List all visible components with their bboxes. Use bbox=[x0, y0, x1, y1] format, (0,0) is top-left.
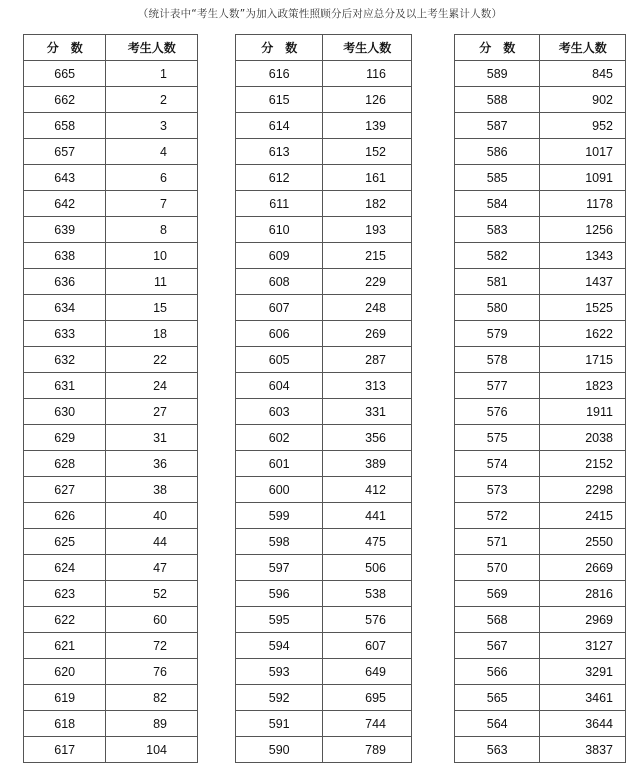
count-cell: 789 bbox=[323, 737, 412, 763]
count-cell: 47 bbox=[106, 555, 198, 581]
count-cell: 182 bbox=[323, 191, 412, 217]
table-row bbox=[236, 269, 412, 295]
table-header-row bbox=[455, 35, 626, 61]
score-cell: 618 bbox=[24, 711, 106, 737]
table-row bbox=[455, 451, 626, 477]
count-cell: 72 bbox=[106, 633, 198, 659]
count-cell: 744 bbox=[323, 711, 412, 737]
count-cell: 475 bbox=[323, 529, 412, 555]
count-cell: 31 bbox=[106, 425, 198, 451]
count-cell: 1437 bbox=[540, 269, 626, 295]
score-cell: 602 bbox=[236, 425, 323, 451]
table-row bbox=[236, 243, 412, 269]
score-cell: 596 bbox=[236, 581, 323, 607]
score-cell: 601 bbox=[236, 451, 323, 477]
table-row bbox=[24, 555, 198, 581]
table-row bbox=[24, 607, 198, 633]
table-row bbox=[236, 87, 412, 113]
table-row bbox=[24, 347, 198, 373]
table-row bbox=[455, 217, 626, 243]
count-cell: 6 bbox=[106, 165, 198, 191]
score-table-2 bbox=[235, 34, 412, 763]
count-cell: 576 bbox=[323, 607, 412, 633]
table-row bbox=[24, 529, 198, 555]
score-cell: 591 bbox=[236, 711, 323, 737]
table-row bbox=[236, 139, 412, 165]
score-cell: 582 bbox=[455, 243, 540, 269]
count-cell: 1343 bbox=[540, 243, 626, 269]
table-row bbox=[236, 347, 412, 373]
count-cell: 44 bbox=[106, 529, 198, 555]
count-cell: 1911 bbox=[540, 399, 626, 425]
count-cell: 2038 bbox=[540, 425, 626, 451]
score-cell: 624 bbox=[24, 555, 106, 581]
count-cell: 441 bbox=[323, 503, 412, 529]
score-cell: 636 bbox=[24, 269, 106, 295]
table-row bbox=[236, 659, 412, 685]
count-cell: 7 bbox=[106, 191, 198, 217]
score-cell: 576 bbox=[455, 399, 540, 425]
score-cell: 597 bbox=[236, 555, 323, 581]
table-row bbox=[24, 191, 198, 217]
score-cell: 657 bbox=[24, 139, 106, 165]
table-row bbox=[236, 633, 412, 659]
table-row bbox=[24, 165, 198, 191]
score-cell: 662 bbox=[24, 87, 106, 113]
score-cell: 639 bbox=[24, 217, 106, 243]
score-cell: 609 bbox=[236, 243, 323, 269]
table-row bbox=[24, 633, 198, 659]
table-row bbox=[236, 425, 412, 451]
table-row bbox=[24, 581, 198, 607]
count-cell: 104 bbox=[106, 737, 198, 763]
header-count: 考生人数 bbox=[323, 35, 412, 61]
count-cell: 2 bbox=[106, 87, 198, 113]
count-cell: 15 bbox=[106, 295, 198, 321]
count-cell: 10 bbox=[106, 243, 198, 269]
table-row bbox=[24, 477, 198, 503]
table-row bbox=[455, 529, 626, 555]
score-cell: 603 bbox=[236, 399, 323, 425]
table-header-row bbox=[236, 35, 412, 61]
count-cell: 2152 bbox=[540, 451, 626, 477]
table-row bbox=[236, 399, 412, 425]
table-row bbox=[236, 737, 412, 763]
table-row bbox=[24, 243, 198, 269]
score-cell: 585 bbox=[455, 165, 540, 191]
count-cell: 1622 bbox=[540, 321, 626, 347]
count-cell: 313 bbox=[323, 373, 412, 399]
count-cell: 40 bbox=[106, 503, 198, 529]
count-cell: 38 bbox=[106, 477, 198, 503]
table-note: （统计表中“考生人数”为加入政策性照顾分后对应总分及以上考生累计人数） bbox=[137, 8, 503, 20]
table-row bbox=[236, 61, 412, 87]
header-score: 分 数 bbox=[455, 35, 540, 61]
count-cell: 695 bbox=[323, 685, 412, 711]
score-cell: 621 bbox=[24, 633, 106, 659]
score-cell: 615 bbox=[236, 87, 323, 113]
count-cell: 126 bbox=[323, 87, 412, 113]
table-row bbox=[455, 347, 626, 373]
count-cell: 1 bbox=[106, 61, 198, 87]
table-row bbox=[455, 269, 626, 295]
count-cell: 3127 bbox=[540, 633, 626, 659]
score-cell: 620 bbox=[24, 659, 106, 685]
score-cell: 580 bbox=[455, 295, 540, 321]
table-row bbox=[236, 607, 412, 633]
table-row bbox=[455, 321, 626, 347]
count-cell: 3644 bbox=[540, 711, 626, 737]
score-cell: 564 bbox=[455, 711, 540, 737]
table-row bbox=[455, 165, 626, 191]
score-cell: 568 bbox=[455, 607, 540, 633]
count-cell: 18 bbox=[106, 321, 198, 347]
score-cell: 619 bbox=[24, 685, 106, 711]
count-cell: 287 bbox=[323, 347, 412, 373]
score-cell: 642 bbox=[24, 191, 106, 217]
table-row bbox=[24, 451, 198, 477]
table-row bbox=[236, 217, 412, 243]
count-cell: 24 bbox=[106, 373, 198, 399]
score-cell: 631 bbox=[24, 373, 106, 399]
table-row bbox=[455, 243, 626, 269]
table-row bbox=[24, 659, 198, 685]
count-cell: 82 bbox=[106, 685, 198, 711]
count-cell: 1017 bbox=[540, 139, 626, 165]
score-cell: 565 bbox=[455, 685, 540, 711]
header-count: 考生人数 bbox=[106, 35, 198, 61]
score-cell: 627 bbox=[24, 477, 106, 503]
count-cell: 952 bbox=[540, 113, 626, 139]
count-cell: 60 bbox=[106, 607, 198, 633]
table-row bbox=[24, 685, 198, 711]
table-row bbox=[24, 321, 198, 347]
count-cell: 152 bbox=[323, 139, 412, 165]
table-row bbox=[455, 295, 626, 321]
score-cell: 633 bbox=[24, 321, 106, 347]
count-cell: 76 bbox=[106, 659, 198, 685]
table-row bbox=[236, 165, 412, 191]
score-cell: 570 bbox=[455, 555, 540, 581]
score-cell: 630 bbox=[24, 399, 106, 425]
count-cell: 3 bbox=[106, 113, 198, 139]
count-cell: 2969 bbox=[540, 607, 626, 633]
score-cell: 658 bbox=[24, 113, 106, 139]
score-cell: 617 bbox=[24, 737, 106, 763]
count-cell: 1256 bbox=[540, 217, 626, 243]
score-tables bbox=[0, 34, 640, 774]
score-cell: 607 bbox=[236, 295, 323, 321]
count-cell: 11 bbox=[106, 269, 198, 295]
score-cell: 606 bbox=[236, 321, 323, 347]
score-cell: 583 bbox=[455, 217, 540, 243]
score-cell: 623 bbox=[24, 581, 106, 607]
count-cell: 607 bbox=[323, 633, 412, 659]
count-cell: 36 bbox=[106, 451, 198, 477]
table-row bbox=[236, 113, 412, 139]
table-row bbox=[24, 87, 198, 113]
score-cell: 616 bbox=[236, 61, 323, 87]
table-row bbox=[236, 321, 412, 347]
count-cell: 506 bbox=[323, 555, 412, 581]
score-cell: 595 bbox=[236, 607, 323, 633]
score-cell: 590 bbox=[236, 737, 323, 763]
count-cell: 52 bbox=[106, 581, 198, 607]
table-row bbox=[455, 61, 626, 87]
score-cell: 573 bbox=[455, 477, 540, 503]
table-row bbox=[455, 685, 626, 711]
score-cell: 632 bbox=[24, 347, 106, 373]
count-cell: 3837 bbox=[540, 737, 626, 763]
score-cell: 608 bbox=[236, 269, 323, 295]
count-cell: 139 bbox=[323, 113, 412, 139]
score-cell: 605 bbox=[236, 347, 323, 373]
table-row bbox=[24, 113, 198, 139]
table-row bbox=[236, 373, 412, 399]
count-cell: 193 bbox=[323, 217, 412, 243]
count-cell: 1091 bbox=[540, 165, 626, 191]
score-cell: 600 bbox=[236, 477, 323, 503]
table-row bbox=[24, 711, 198, 737]
table-row bbox=[455, 477, 626, 503]
header-count: 考生人数 bbox=[540, 35, 626, 61]
table-row bbox=[455, 425, 626, 451]
score-cell: 599 bbox=[236, 503, 323, 529]
score-cell: 566 bbox=[455, 659, 540, 685]
count-cell: 3291 bbox=[540, 659, 626, 685]
table-header-row bbox=[24, 35, 198, 61]
table-row bbox=[455, 659, 626, 685]
table-row bbox=[455, 711, 626, 737]
count-cell: 89 bbox=[106, 711, 198, 737]
count-cell: 2550 bbox=[540, 529, 626, 555]
score-cell: 638 bbox=[24, 243, 106, 269]
score-cell: 629 bbox=[24, 425, 106, 451]
table-row bbox=[24, 425, 198, 451]
table-row bbox=[455, 191, 626, 217]
table-row bbox=[455, 373, 626, 399]
count-cell: 1823 bbox=[540, 373, 626, 399]
count-cell: 248 bbox=[323, 295, 412, 321]
count-cell: 269 bbox=[323, 321, 412, 347]
table-row bbox=[24, 399, 198, 425]
count-cell: 845 bbox=[540, 61, 626, 87]
count-cell: 22 bbox=[106, 347, 198, 373]
score-cell: 643 bbox=[24, 165, 106, 191]
table-row bbox=[236, 477, 412, 503]
score-cell: 569 bbox=[455, 581, 540, 607]
table-row bbox=[236, 451, 412, 477]
table-row bbox=[455, 503, 626, 529]
score-cell: 577 bbox=[455, 373, 540, 399]
score-cell: 584 bbox=[455, 191, 540, 217]
table-row bbox=[24, 737, 198, 763]
count-cell: 1715 bbox=[540, 347, 626, 373]
table-row bbox=[236, 503, 412, 529]
header-score: 分 数 bbox=[24, 35, 106, 61]
table-row bbox=[24, 503, 198, 529]
count-cell: 116 bbox=[323, 61, 412, 87]
count-cell: 902 bbox=[540, 87, 626, 113]
count-cell: 356 bbox=[323, 425, 412, 451]
table-row bbox=[24, 373, 198, 399]
score-cell: 610 bbox=[236, 217, 323, 243]
count-cell: 4 bbox=[106, 139, 198, 165]
score-cell: 612 bbox=[236, 165, 323, 191]
count-cell: 2669 bbox=[540, 555, 626, 581]
score-cell: 622 bbox=[24, 607, 106, 633]
score-cell: 665 bbox=[24, 61, 106, 87]
table-row bbox=[236, 295, 412, 321]
table-row bbox=[455, 87, 626, 113]
table-row bbox=[455, 581, 626, 607]
score-cell: 594 bbox=[236, 633, 323, 659]
score-cell: 587 bbox=[455, 113, 540, 139]
count-cell: 2415 bbox=[540, 503, 626, 529]
score-cell: 563 bbox=[455, 737, 540, 763]
score-cell: 567 bbox=[455, 633, 540, 659]
table-row bbox=[455, 633, 626, 659]
score-cell: 598 bbox=[236, 529, 323, 555]
table-row bbox=[236, 581, 412, 607]
count-cell: 331 bbox=[323, 399, 412, 425]
score-cell: 579 bbox=[455, 321, 540, 347]
count-cell: 3461 bbox=[540, 685, 626, 711]
table-row bbox=[24, 139, 198, 165]
count-cell: 161 bbox=[323, 165, 412, 191]
count-cell: 1178 bbox=[540, 191, 626, 217]
header-score: 分 数 bbox=[236, 35, 323, 61]
table-row bbox=[455, 139, 626, 165]
score-cell: 604 bbox=[236, 373, 323, 399]
table-row bbox=[455, 555, 626, 581]
score-cell: 571 bbox=[455, 529, 540, 555]
score-cell: 586 bbox=[455, 139, 540, 165]
score-cell: 613 bbox=[236, 139, 323, 165]
table-row bbox=[455, 607, 626, 633]
score-cell: 611 bbox=[236, 191, 323, 217]
table-row bbox=[455, 113, 626, 139]
table-row bbox=[236, 555, 412, 581]
score-cell: 625 bbox=[24, 529, 106, 555]
table-row bbox=[455, 737, 626, 763]
score-cell: 572 bbox=[455, 503, 540, 529]
score-cell: 626 bbox=[24, 503, 106, 529]
score-cell: 575 bbox=[455, 425, 540, 451]
score-cell: 588 bbox=[455, 87, 540, 113]
score-cell: 593 bbox=[236, 659, 323, 685]
score-cell: 592 bbox=[236, 685, 323, 711]
table-row bbox=[236, 529, 412, 555]
score-cell: 628 bbox=[24, 451, 106, 477]
count-cell: 538 bbox=[323, 581, 412, 607]
count-cell: 2298 bbox=[540, 477, 626, 503]
score-cell: 574 bbox=[455, 451, 540, 477]
count-cell: 412 bbox=[323, 477, 412, 503]
score-cell: 634 bbox=[24, 295, 106, 321]
table-row bbox=[236, 191, 412, 217]
table-row bbox=[24, 269, 198, 295]
count-cell: 1525 bbox=[540, 295, 626, 321]
score-cell: 581 bbox=[455, 269, 540, 295]
table-row bbox=[455, 399, 626, 425]
table-row bbox=[236, 711, 412, 737]
table-row bbox=[24, 61, 198, 87]
table-row bbox=[24, 295, 198, 321]
count-cell: 8 bbox=[106, 217, 198, 243]
count-cell: 229 bbox=[323, 269, 412, 295]
score-table-3 bbox=[454, 34, 626, 763]
table-row bbox=[24, 217, 198, 243]
score-cell: 589 bbox=[455, 61, 540, 87]
count-cell: 27 bbox=[106, 399, 198, 425]
score-table-1 bbox=[23, 34, 198, 763]
count-cell: 389 bbox=[323, 451, 412, 477]
score-cell: 614 bbox=[236, 113, 323, 139]
score-cell: 578 bbox=[455, 347, 540, 373]
count-cell: 2816 bbox=[540, 581, 626, 607]
count-cell: 649 bbox=[323, 659, 412, 685]
table-row bbox=[236, 685, 412, 711]
count-cell: 215 bbox=[323, 243, 412, 269]
